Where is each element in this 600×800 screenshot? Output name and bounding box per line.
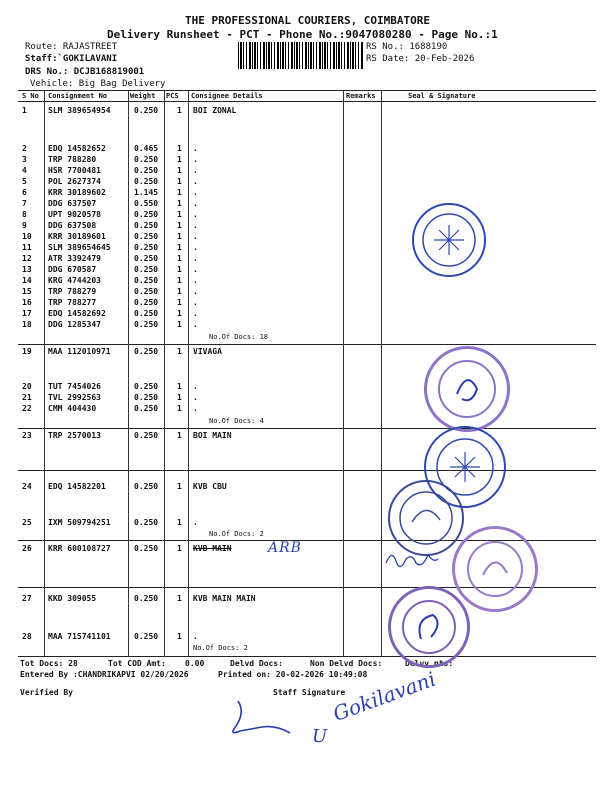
row-weight: 0.250 (134, 221, 159, 230)
row-weight: 0.250 (134, 309, 159, 318)
col-header-remarks: Remarks (346, 92, 376, 100)
row-sno: 24 (22, 482, 32, 491)
table-row (0, 232, 600, 243)
row-pcs: 1 (177, 232, 182, 241)
rs-date: RS Date: 20-Feb-2026 (366, 54, 475, 64)
row-weight: 0.250 (134, 166, 159, 175)
row-consignment: MAA 715741101 (48, 632, 111, 641)
row-pcs: 1 (177, 210, 182, 219)
total-cod-label: Tot COD Amt: (108, 659, 166, 668)
row-weight: 0.250 (134, 287, 159, 296)
verified-by: Verified By (20, 688, 73, 697)
row-pcs: 1 (177, 404, 182, 413)
row-consignment: DDG 1285347 (48, 320, 101, 329)
row-pcs: 1 (177, 347, 182, 356)
row-details: . (193, 243, 198, 252)
table-row (0, 320, 600, 331)
row-sno: 2 (22, 144, 27, 153)
col-header-details: Consignee Details (191, 92, 263, 100)
row-weight: 0.250 (134, 544, 159, 553)
row-consignment: DDG 637507 (48, 199, 97, 208)
row-details: . (193, 404, 198, 413)
row-details: . (193, 265, 198, 274)
company-title: THE PROFESSIONAL COURIERS, COIMBATORE (185, 14, 431, 27)
row-details: . (193, 320, 198, 329)
row-details: . (193, 144, 198, 153)
row-details: . (193, 188, 198, 197)
initials-scribble-icon (382, 545, 442, 573)
row-weight: 0.250 (134, 518, 159, 527)
row-sno: 27 (22, 594, 32, 603)
table-row (0, 309, 600, 320)
vehicle-label: Vehicle: Big Bag Delivery (30, 79, 166, 89)
row-details: . (193, 518, 198, 527)
table-row (0, 155, 600, 166)
stamp-emblem-icon (414, 205, 484, 275)
doc-count: No.Of Docs: 18 (209, 333, 269, 341)
total-docs: Tot Docs: 28 (20, 659, 78, 668)
row-pcs: 1 (177, 155, 182, 164)
row-weight: 0.250 (134, 347, 159, 356)
table-row (0, 166, 600, 177)
row-pcs: 1 (177, 243, 182, 252)
row-details: . (193, 221, 198, 230)
stamp-emblem-icon (390, 482, 462, 554)
doc-count: No.Of Docs: 2 (193, 644, 248, 652)
row-consignment: EDQ 14582201 (48, 482, 106, 491)
row-weight: 1.145 (134, 188, 159, 197)
group-divider (18, 428, 596, 429)
delivered-docs: Delvd Docs: (230, 659, 283, 668)
row-pcs: 1 (177, 594, 182, 603)
row-weight: 0.250 (134, 155, 159, 164)
row-details: . (193, 254, 198, 263)
staff-signature-label: Staff Signature (273, 688, 346, 697)
table-row (0, 482, 600, 493)
row-sno: 14 (22, 276, 32, 285)
row-sno: 23 (22, 431, 32, 440)
table-row (0, 298, 600, 309)
row-details: . (193, 298, 198, 307)
row-consignment: HSR 7700481 (48, 166, 101, 175)
row-sno: 18 (22, 320, 32, 329)
row-sno: 22 (22, 404, 32, 413)
table-bottom-border (18, 656, 596, 657)
row-sno: 12 (22, 254, 32, 263)
row-weight: 0.250 (134, 320, 159, 329)
table-row (0, 199, 600, 210)
row-consignment: ATR 3392479 (48, 254, 101, 263)
row-consignment: UPT 9020578 (48, 210, 101, 219)
bank-stamp (412, 203, 486, 277)
row-details: . (193, 166, 198, 175)
row-consignment: IXM 509794251 (48, 518, 111, 527)
row-consignment: TRP 788277 (48, 298, 97, 307)
group-divider (18, 470, 596, 471)
row-details: . (193, 210, 198, 219)
row-details: . (193, 632, 198, 641)
row-weight: 0.250 (134, 393, 159, 402)
drs-number: DRS No.: DCJB168819001 (25, 67, 145, 77)
row-pcs: 1 (177, 320, 182, 329)
row-sno: 10 (22, 232, 32, 241)
row-pcs: 1 (177, 177, 182, 186)
row-sno: 16 (22, 298, 32, 307)
table-row (0, 265, 600, 276)
row-details: VIVAGA (193, 347, 222, 356)
row-details: . (193, 276, 198, 285)
row-consignment: EDQ 14582652 (48, 144, 106, 153)
row-sno: 9 (22, 221, 27, 230)
staff-signature: Gokilavani (329, 666, 439, 726)
row-pcs: 1 (177, 188, 182, 197)
row-weight: 0.250 (134, 404, 159, 413)
row-consignment: MAA 112010971 (48, 347, 111, 356)
row-pcs: 1 (177, 393, 182, 402)
row-details: . (193, 309, 198, 318)
table-row (0, 632, 600, 643)
row-consignment: TVL 2992563 (48, 393, 101, 402)
row-details: BOI ZONAL (193, 106, 237, 115)
table-row (0, 177, 600, 188)
row-weight: 0.250 (134, 276, 159, 285)
col-header-sno: S No (22, 92, 39, 100)
table-row (0, 221, 600, 232)
row-weight: 0.465 (134, 144, 159, 153)
kvb-stamp (388, 586, 470, 668)
remark-handwriting: ARB (268, 540, 302, 556)
table-top-border (18, 90, 596, 91)
col-header-pcs: PCS (166, 92, 179, 100)
row-consignment: KRR 30189601 (48, 232, 106, 241)
row-consignment: TRP 2570013 (48, 431, 101, 440)
row-weight: 0.250 (134, 431, 159, 440)
row-consignment: KKD 309055 (48, 594, 97, 603)
row-details: BOI MAIN (193, 431, 232, 440)
table-row (0, 404, 600, 415)
row-details: . (193, 177, 198, 186)
group-divider (18, 344, 596, 345)
row-consignment: SLM 389654645 (48, 243, 111, 252)
col-header-seal: Seal & Signature (408, 92, 476, 100)
row-sno: 17 (22, 309, 32, 318)
row-weight: 0.250 (134, 210, 159, 219)
row-weight: 0.250 (134, 482, 159, 491)
row-consignment: KRR 600108727 (48, 544, 111, 553)
row-pcs: 1 (177, 632, 182, 641)
barcode (238, 42, 364, 69)
row-pcs: 1 (177, 518, 182, 527)
row-sno: 15 (22, 287, 32, 296)
row-details: . (193, 287, 198, 296)
row-pcs: 1 (177, 276, 182, 285)
printed-on: Printed on: 20-02-2026 10:49:08 (218, 670, 368, 679)
row-consignment: KRR 30189602 (48, 188, 106, 197)
row-consignment: CMM 404430 (48, 404, 97, 413)
table-row (0, 254, 600, 265)
row-pcs: 1 (177, 309, 182, 318)
row-details: . (193, 199, 198, 208)
row-sno: 25 (22, 518, 32, 527)
verifier-signature-icon (220, 695, 300, 740)
row-sno: 1 (22, 106, 27, 115)
row-sno: 5 (22, 177, 27, 186)
row-sno: 8 (22, 210, 27, 219)
row-weight: 0.250 (134, 254, 159, 263)
row-pcs: 1 (177, 482, 182, 491)
table-row (0, 382, 600, 393)
row-pcs: 1 (177, 144, 182, 153)
table-row (0, 287, 600, 298)
row-details: . (193, 393, 198, 402)
row-sno: 6 (22, 188, 27, 197)
doc-count: No.Of Docs: 4 (209, 417, 264, 425)
table-row (0, 347, 600, 358)
chennai-stamp (424, 346, 510, 432)
row-pcs: 1 (177, 199, 182, 208)
table-row (0, 188, 600, 199)
staff-label: Staff:`GOKILAVANI (25, 54, 118, 64)
row-pcs: 1 (177, 287, 182, 296)
table-header-border (18, 101, 596, 102)
row-pcs: 1 (177, 254, 182, 263)
rs-number: RS No.: 1688190 (366, 42, 448, 52)
row-sno: 20 (22, 382, 32, 391)
row-weight: 0.250 (134, 594, 159, 603)
non-delivered-docs: Non Delvd Docs: (310, 659, 383, 668)
table-row (0, 144, 600, 155)
row-weight: 0.250 (134, 243, 159, 252)
row-details: KVB MAIN (193, 544, 232, 553)
row-details: KVB CBU (193, 482, 227, 491)
row-sno: 28 (22, 632, 32, 641)
table-row (0, 106, 600, 117)
row-pcs: 1 (177, 431, 182, 440)
row-pcs: 1 (177, 382, 182, 391)
stamp-emblem-icon (427, 349, 507, 429)
doc-count: No.Of Docs: 2 (209, 530, 264, 538)
row-pcs: 1 (177, 265, 182, 274)
row-details: . (193, 382, 198, 391)
row-pcs: 1 (177, 298, 182, 307)
stamp-emblem-icon (455, 529, 535, 609)
total-cod-amount: 0.00 (185, 659, 205, 668)
row-weight: 0.250 (134, 298, 159, 307)
row-pcs: 1 (177, 221, 182, 230)
table-row (0, 210, 600, 221)
stamp-emblem-icon (391, 589, 467, 665)
runsheet-subtitle: Delivery Runsheet - PCT - Phone No.:9047080280 - Page No.:1 (107, 28, 498, 41)
row-weight: 0.250 (134, 265, 159, 274)
table-row (0, 518, 600, 529)
row-sno: 21 (22, 393, 32, 402)
row-details: KVB MAIN MAIN (193, 594, 256, 603)
row-sno: 26 (22, 544, 32, 553)
row-weight: 0.250 (134, 177, 159, 186)
row-details: . (193, 155, 198, 164)
row-sno: 11 (22, 243, 32, 252)
row-consignment: TRP 788279 (48, 287, 97, 296)
row-sno: 4 (22, 166, 27, 175)
entered-by: Entered By :CHANDRIKAPVI 02/20/2026 (20, 670, 189, 679)
row-weight: 0.250 (134, 106, 159, 115)
delivery-points: Delvy pts: (405, 659, 454, 668)
row-consignment: TUT 7454026 (48, 382, 101, 391)
row-consignment: KRG 4744203 (48, 276, 101, 285)
row-consignment: DDG 670587 (48, 265, 97, 274)
table-row (0, 276, 600, 287)
row-consignment: POL 2627374 (48, 177, 101, 186)
col-header-weight: Weight (130, 92, 156, 100)
row-weight: 0.250 (134, 232, 159, 241)
row-sno: 7 (22, 199, 27, 208)
row-pcs: 1 (177, 166, 182, 175)
row-consignment: TRP 788280 (48, 155, 97, 164)
row-consignment: EDQ 14582692 (48, 309, 106, 318)
route-label: Route: RAJASTREET (25, 42, 118, 52)
row-weight: 0.550 (134, 199, 159, 208)
row-sno: 13 (22, 265, 32, 274)
row-pcs: 1 (177, 106, 182, 115)
row-details: . (193, 232, 198, 241)
row-consignment: DDG 637508 (48, 221, 97, 230)
row-pcs: 1 (177, 544, 182, 553)
row-sno: 3 (22, 155, 27, 164)
row-weight: 0.250 (134, 382, 159, 391)
table-row (0, 431, 600, 442)
table-row (0, 393, 600, 404)
staff-initial: U (312, 726, 328, 747)
table-row (0, 243, 600, 254)
row-sno: 19 (22, 347, 32, 356)
col-header-consignment: Consignment No (48, 92, 108, 100)
row-consignment: SLM 389654954 (48, 106, 111, 115)
row-weight: 0.250 (134, 632, 159, 641)
